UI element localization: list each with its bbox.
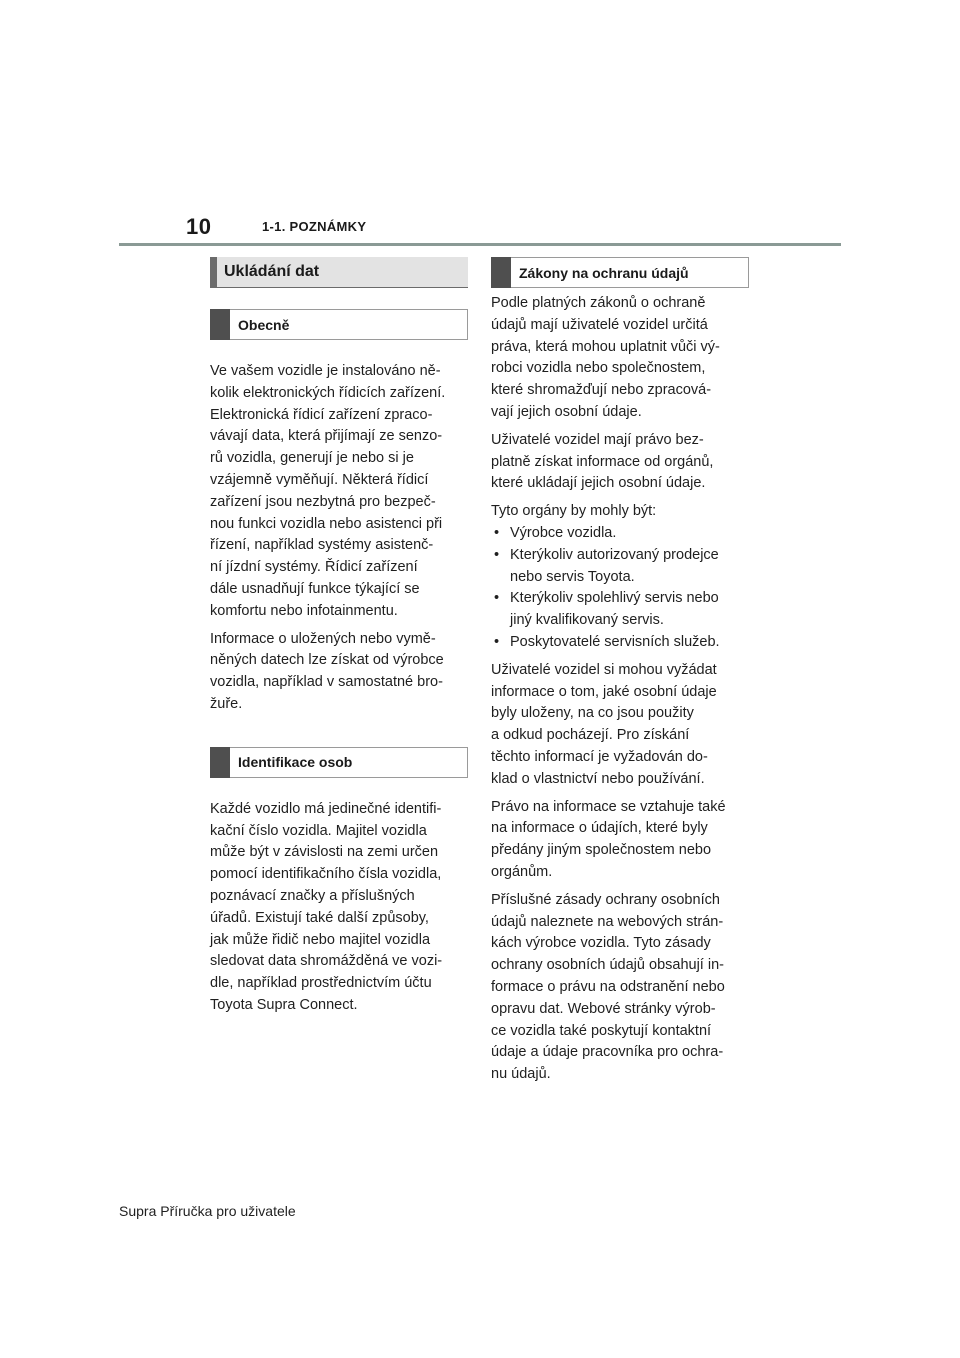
sub-heading-text: Zákony na ochranu údajů xyxy=(519,264,689,281)
header-rule xyxy=(119,243,841,246)
paragraph: Ve vašem vozidle je instalováno ně- kolik elektronických řídicích zařízení. Elektronická řídicí zařízení zpraco- vávají data, která přijímají ze senzo- rů vozidla, generují je nebo si je vzájemně vyměňují. Některá řídicí zařízení jsou nezbytná pro bezpeč- nou funkci vozidla nebo asistenci při řízení, například systémy asistenč- ní jízdní systémy. Řídicí zařízení dále usnadňují funkce týkající se komfortu nebo infotainmentu. xyxy=(210,363,446,619)
paragraph: Informace o uložených nebo vymě- něných datech lze získat od výrobce vozidla, například v samostatné bro- žuře. xyxy=(210,630,444,712)
sub-heading-person-identification xyxy=(210,747,468,778)
sub-heading-general xyxy=(210,309,468,340)
list-item: • Výrobce vozidla. xyxy=(491,523,749,545)
list-item: • Poskytovatelé servisních služeb. xyxy=(491,632,749,654)
sub-heading-data-protection-laws xyxy=(491,257,749,288)
left-column xyxy=(210,257,468,1023)
paragraph: Příslušné zásady ochrany osobních údajů naleznete na webových strán- kách výrobce vozidla. Tyto zásady ochrany osobních údajů obsahují in- formace o právu na odstranění nebo opravu dat. Webové stránky výrob- ce vozidla také poskytují kontaktní údaje a údaje pracovníka pro ochra- nu údajů. xyxy=(491,891,725,1083)
list-item: • Kterýkoliv spolehlivý servis nebo jiný kvalifikovaný servis. xyxy=(491,588,749,632)
paragraph: Podle platných zákonů o ochraně údajů mají uživatelé vozidel určitá práva, která mohou uplatnit vůči vý- robci vozidla nebo společnostem, které shromažďují nebo zpracová- vají jejich osobní údaje. xyxy=(491,295,720,420)
paragraph: Uživatelé vozidel mají právo bez- platně získat informace od orgánů, které ukládají jejich osobní údaje. xyxy=(491,431,714,492)
paragraph: Tyto orgány by mohly být: xyxy=(491,503,657,520)
footer-text: Supra Příručka pro uživatele xyxy=(119,1203,296,1219)
sub-heading-text: Identifikace osob xyxy=(238,754,353,771)
page-number: 10 xyxy=(186,214,212,239)
paragraph: Uživatelé vozidel si mohou vyžádat informace o tom, jaké osobní údaje byly uloženy, na co jsou použity a odkud pocházejí. Pro získání těchto informací je vyžadován do- klad o vlastnictví nebo používání. xyxy=(491,661,717,787)
bullet-list xyxy=(491,523,749,654)
chapter-title: 1-1. POZNÁMKY xyxy=(262,219,367,234)
paragraph: Každé vozidlo má jedinečné identifi- kační číslo vozidla. Majitel vozidla může být v závislosti na zemi určen pomocí identifikačního čísla vozidla, poznávací značky a příslušných úřadů. Existují také další způsoby, jak může řidič nebo majitel vozidla sledovat data shromážděná ve vozi- dle, například prostřednictvím účtu Toyota Supra Connect. xyxy=(210,800,443,1013)
sub-heading-text: Obecně xyxy=(238,316,290,333)
paragraph: Právo na informace se vztahuje také na informace o údajích, které byly předány jiným společnostem nebo orgánům. xyxy=(491,798,726,880)
main-heading-text: Ukládání dat xyxy=(224,263,320,280)
right-column xyxy=(491,257,749,1092)
list-item: • Kterýkoliv autorizovaný prodejce nebo servis Toyota. xyxy=(491,545,749,589)
main-heading-data-storage xyxy=(210,257,468,288)
